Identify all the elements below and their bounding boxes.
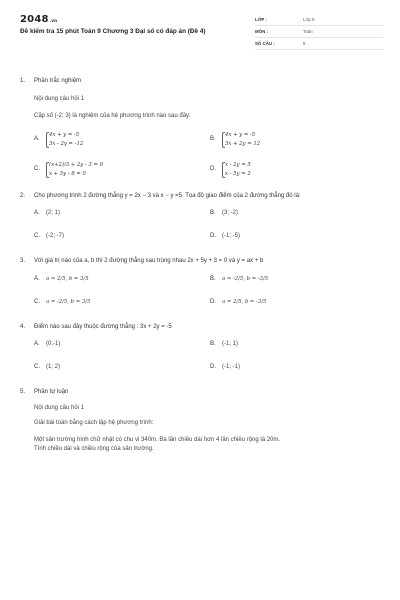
meta-class [255,14,383,26]
q1-option-c[interactable]: C. (x+2)/3 + 2y - 3 = 0 x + 5y - 8 = 0 [34,161,204,179]
q3-options-row-1: A. a = 2/5, b = 3/5 B. a = -2/5, b = -3/5 [34,275,269,282]
q1-option-b[interactable]: B. 4x + y = -5 3x + 2y = 12 [210,131,380,149]
q1-option-d[interactable]: D. x - 2y = 5 x - 5y = 2 [210,161,380,179]
site-logo[interactable]: 2048.vn [20,14,58,25]
class-label: LỚP : [255,17,267,22]
question-4: 4. Điểm nào sau đây thuộc đường thẳng : 3x + 2y = -5 [20,323,172,330]
section-heading-5: 5. Phần tự luận [20,389,69,395]
count-label: SỐ CÂU : [255,41,275,46]
q4-options-row-2: C. (1; 2) D. (-1; -1) [34,364,240,370]
q3-options-row-2: C. a = -2/5, b = 3/5 D. a = 2/5, b = -3/5 [34,298,267,305]
question-4-text: Điểm nào sau đây thuộc đường thẳng : 3x + 2y = -5 [34,323,172,330]
section-heading-1: 1. Phần trắc nghiệm [20,78,82,84]
q1-options-row-1 [20,131,382,155]
q2-options-row-1: A. (2; 1) B. (3; -2) [34,210,239,216]
question-subtitle-1: Nội dung câu hỏi 1 [34,95,85,102]
count-value: 5 [303,41,306,46]
question-1-text: Cặp số (-2; 3) là nghiệm của hệ phương trình nào sau đây: [34,113,191,119]
question-2: 2. Cho phương trình 2 đường thẳng y = 2x − 3 và x − y =5. Tọa độ giao điểm của 2 đường thẳng đó là: [20,192,301,199]
meta-count [255,38,383,50]
question-subtitle-5: Nội dung câu hỏi 1 [34,404,85,411]
question-5-body [20,436,382,454]
document-title: Đề kiểm tra 15 phút Toán 9 Chương 3 Đại số có đáp án (Đề 4) [20,28,206,35]
subject-value: Toán [303,29,313,34]
question-3: 3. Với giá trị nào của a, b thì 2 đường thẳng sau trùng nhau 2x + 5y + 3 = 0 và y = ax + b [20,258,264,264]
question-3-text: Với giá trị nào của a, b thì 2 đường thẳng sau trùng nhau 2x + 5y + 3 = 0 và y = ax + b [34,258,264,264]
q4-options-row-1: A. (0;-1) B. (-1; 1) [34,341,239,347]
question-5-line-1: Một sân trường hình chữ nhật có chu vi 340m. Ba lần chiều dài hơn 4 lần chiều rộng là 20m. [34,436,281,443]
exam-content [20,78,382,454]
question-2-text: Cho phương trình 2 đường thẳng y = 2x − 3 và x − y =5. Tọa độ giao điểm của 2 đường thẳng đó là: [34,192,301,199]
question-5-line-2: Tính chiều dài và chiều rộng của sân trường. [34,445,154,452]
q1-option-a[interactable]: A. 4x + y = -5 3x - 2y = -12 [34,131,204,149]
q1-options-row-2 [20,161,382,185]
q2-options-row-2: C. (-2; -7) D. (-1; -5) [34,233,240,239]
class-value: Lớp 9 [303,17,315,22]
meta-subject [255,26,383,38]
header [20,14,382,56]
subject-label: MÔN : [255,29,268,34]
meta-info [255,14,383,50]
question-5-instruction: Giải bài toán bằng cách lập hệ phương trình: [34,420,154,426]
